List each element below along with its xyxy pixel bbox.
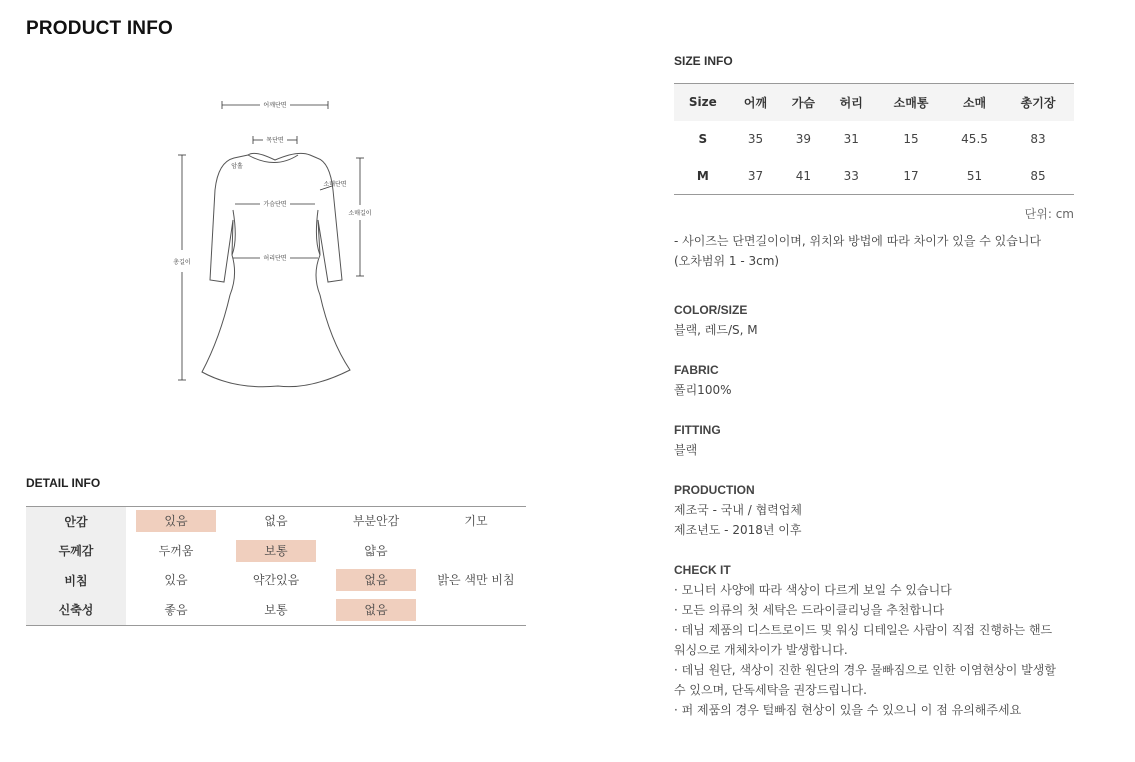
detail-option — [126, 507, 226, 536]
label-total-length: 총길이 — [173, 259, 191, 266]
detail-option — [426, 507, 526, 536]
detail-row-thickness — [26, 535, 526, 566]
size-cell: 85 — [1030, 168, 1046, 183]
detail-option-label: 약간있음 — [252, 573, 300, 587]
size-cell: 51 — [966, 168, 983, 183]
detail-info-table — [26, 506, 526, 626]
dress-measurement-diagram — [160, 90, 390, 400]
detail-row-label: 비침 — [26, 566, 126, 594]
page-title: PRODUCT INFO — [26, 18, 174, 39]
label-chest: 가슴단면 — [263, 201, 287, 208]
check-it-line: · 모니터 사양에 따라 색상이 다르게 보일 수 있습니다 — [674, 583, 952, 597]
detail-option-label: 기모 — [464, 514, 488, 528]
label-sleeve-width: 소매단면 — [323, 181, 347, 188]
detail-option-label: 좋음 — [164, 602, 188, 617]
detail-row-lining — [26, 507, 526, 536]
production-label: PRODUCTION — [674, 483, 755, 497]
dress-outline — [202, 153, 350, 386]
production-line: 제조국 - 국내 / 협력업체 — [674, 503, 802, 517]
check-it-section — [674, 560, 1094, 720]
size-cell: 33 — [843, 168, 859, 183]
detail-option-label: 보통 — [264, 602, 288, 617]
size-header-cell: 가슴 — [779, 84, 827, 121]
detail-option-label: 두꺼움 — [158, 543, 194, 558]
detail-row-stretch — [26, 594, 526, 626]
detail-option-label: 보통 — [236, 540, 316, 562]
detail-option-label — [436, 597, 516, 619]
size-cell: 35 — [747, 132, 764, 146]
size-header-cell: 소매통 — [875, 84, 947, 121]
size-cell: 31 — [843, 132, 859, 146]
production-section — [674, 480, 1094, 540]
check-it-line: 수 있으며, 단독세탁을 권장드립니다. — [674, 683, 867, 697]
detail-option — [126, 535, 226, 566]
size-cell: M — [696, 168, 709, 183]
size-cell: 41 — [795, 168, 811, 183]
detail-option — [226, 594, 326, 626]
color-size-section — [674, 300, 1094, 340]
label-shoulder: 어깨단면 — [263, 102, 287, 109]
detail-option — [126, 566, 226, 594]
fabric-section — [674, 360, 1094, 400]
detail-option — [326, 507, 426, 536]
detail-row-label: 안감 — [26, 507, 126, 536]
size-cell: 39 — [795, 132, 811, 146]
detail-option-label: 없음 — [264, 514, 288, 528]
fitting-section — [674, 420, 1094, 460]
size-header-row — [674, 84, 1074, 121]
size-header-cell: 허리 — [827, 84, 875, 121]
detail-option — [326, 594, 426, 626]
detail-option — [326, 535, 426, 566]
fitting-value: 블랙 — [674, 443, 698, 457]
size-cell: 17 — [903, 168, 919, 183]
production-line: 제조년도 - 2018년 이후 — [674, 523, 802, 537]
color-size-label: COLOR/SIZE — [674, 303, 748, 317]
fitting-label: FITTING — [674, 423, 721, 437]
detail-option — [126, 594, 226, 626]
detail-row-sheerness — [26, 566, 526, 594]
fabric-label: FABRIC — [674, 363, 719, 377]
label-armhole: 암홀 — [231, 163, 243, 170]
size-unit: 단위: cm — [1024, 207, 1074, 221]
check-it-line: · 모든 의류의 첫 세탁은 드라이클리닝을 추천합니다 — [674, 603, 945, 617]
size-header-cell: 총기장 — [1002, 84, 1074, 121]
detail-option — [226, 507, 326, 536]
detail-row-label: 신축성 — [26, 594, 126, 626]
detail-option-label: 얇음 — [364, 543, 388, 558]
fabric-value: 폴리100% — [674, 383, 732, 397]
size-cell: 83 — [1030, 132, 1046, 146]
size-note — [674, 231, 1084, 271]
detail-option-label: 없음 — [336, 599, 416, 621]
detail-option-label: 있음 — [164, 573, 188, 587]
detail-option — [426, 535, 526, 566]
size-cell: S — [698, 132, 708, 146]
size-note-line: (오차범위 1 - 3cm) — [674, 254, 780, 268]
size-cell: 37 — [747, 168, 764, 183]
size-cell: 15 — [903, 132, 919, 146]
size-header-cell: 어깨 — [732, 84, 780, 121]
size-cell: 45.5 — [961, 132, 988, 146]
detail-row-label: 두께감 — [26, 535, 126, 566]
label-waist: 허리단면 — [263, 255, 287, 262]
label-sleeve-length: 소매길이 — [348, 210, 372, 217]
size-info-table — [674, 83, 1074, 195]
size-header-cell: Size — [674, 84, 732, 121]
label-neck: 목단면 — [266, 137, 284, 144]
check-it-line: · 퍼 제품의 경우 털빠짐 현상이 있을 수 있으니 이 점 유의해주세요 — [674, 703, 1022, 717]
detail-option — [226, 535, 326, 566]
detail-option — [426, 566, 526, 594]
check-it-line: · 데님 원단, 색상이 진한 원단의 경우 물빠짐으로 인한 이염현상이 발생할 — [674, 663, 1056, 677]
detail-option-label — [436, 538, 516, 560]
size-header-cell: 소매 — [947, 84, 1002, 121]
detail-info-title: DETAIL INFO — [26, 476, 101, 490]
check-it-line: · 데님 제품의 디스트로이드 및 워싱 디테일은 사람이 직접 진행하는 핸드 — [674, 623, 1053, 637]
detail-option — [426, 594, 526, 626]
size-row-s — [674, 121, 1074, 158]
detail-option-label: 밝은 색만 비침 — [437, 573, 515, 587]
detail-option-label: 있음 — [136, 510, 216, 532]
size-info-title: SIZE INFO — [674, 54, 733, 68]
detail-option — [326, 566, 426, 594]
check-it-label: CHECK IT — [674, 563, 731, 577]
detail-option-label: 부분안감 — [352, 514, 400, 528]
detail-option-label: 없음 — [336, 569, 416, 591]
check-it-line: 워싱으로 개체차이가 발생합니다. — [674, 643, 848, 657]
size-note-line: - 사이즈는 단면길이이며, 위치와 방법에 따라 차이가 있을 수 있습니다 — [674, 234, 1042, 248]
color-size-value: 블랙, 레드/S, M — [674, 323, 758, 337]
detail-option — [226, 566, 326, 594]
size-row-m — [674, 158, 1074, 195]
